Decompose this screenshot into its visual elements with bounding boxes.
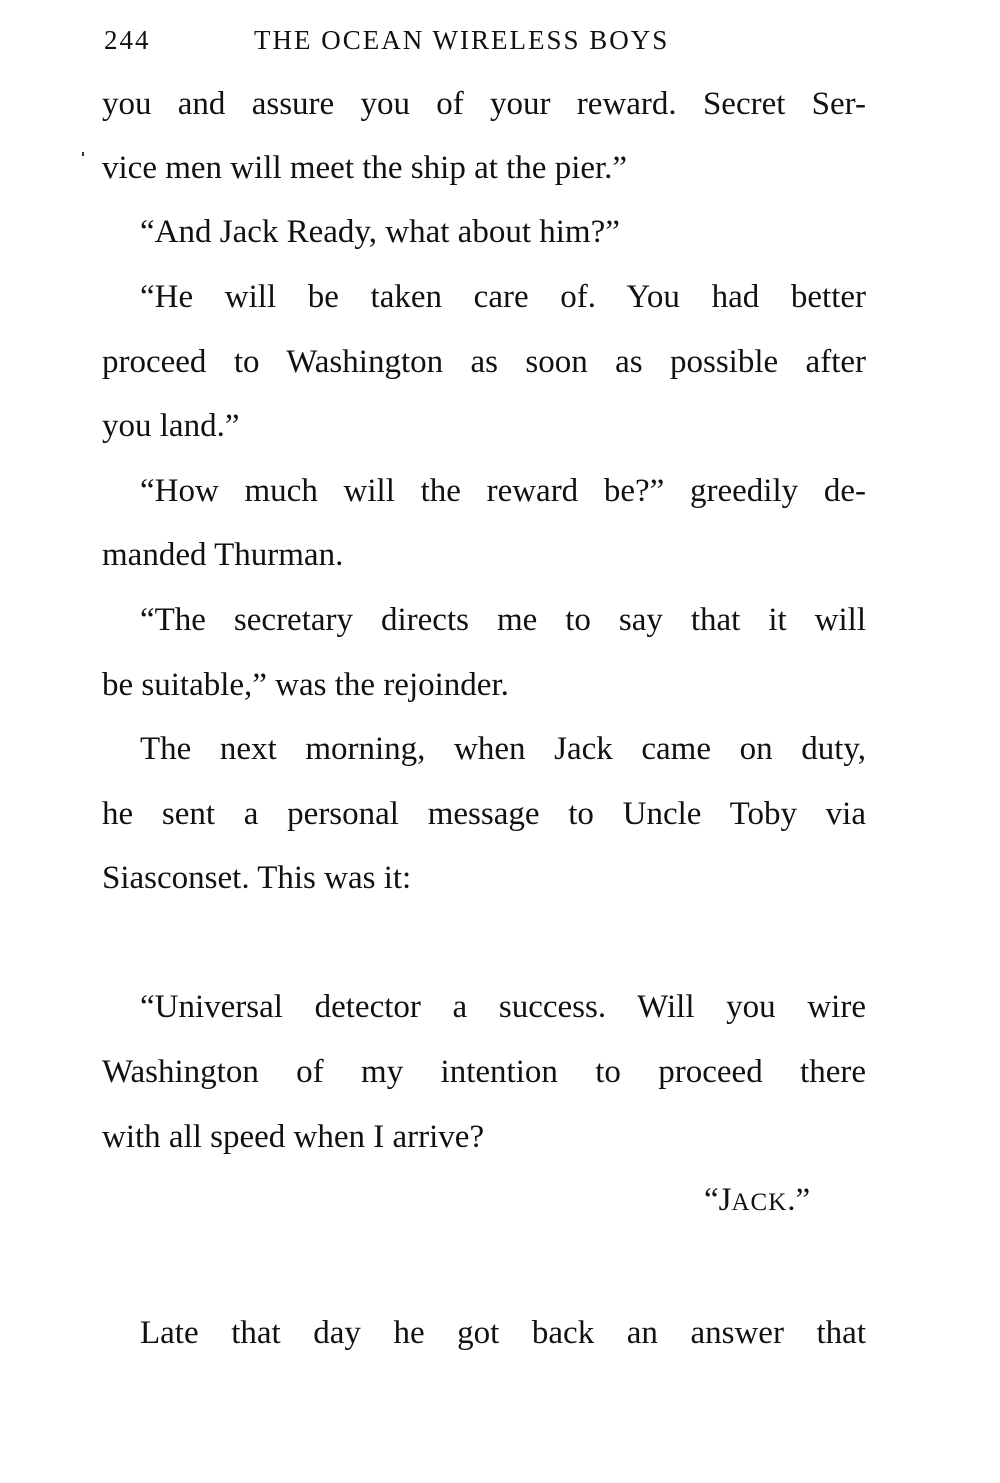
- signature-open-quote: “: [704, 1182, 719, 1218]
- signature-rest: ACK: [731, 1189, 788, 1216]
- scan-speck: [82, 152, 84, 156]
- text-line: Siasconset. This was it:: [102, 860, 412, 896]
- text-line: proceed to Washington as soon as possible after: [102, 344, 866, 380]
- signature: [704, 1180, 810, 1223]
- text-line: Washington of my intention to proceed there: [102, 1054, 866, 1090]
- text-line: manded Thurman.: [102, 537, 344, 573]
- page-number: 244: [104, 24, 151, 55]
- text-line: vice men will meet the ship at the pier.”: [102, 150, 628, 186]
- text-line: you land.”: [102, 408, 240, 444]
- running-header: [104, 20, 864, 60]
- running-title: THE OCEAN WIRELESS BOYS: [254, 24, 670, 55]
- text-line: “The secretary directs me to say that it will: [140, 602, 866, 638]
- signature-initial: J: [718, 1182, 732, 1218]
- text-line: with all speed when I arrive?: [102, 1119, 485, 1155]
- text-line: “How much will the reward be?” greedily de-: [140, 473, 866, 509]
- text-line: “He will be taken care of. You had better: [140, 279, 866, 315]
- text-line: you and assure you of your reward. Secret Ser-: [102, 86, 866, 122]
- text-line: be suitable,” was the rejoinder.: [102, 667, 509, 703]
- text-line: “Universal detector a success. Will you wire: [140, 989, 866, 1025]
- text-line: The next morning, when Jack came on duty,: [140, 731, 866, 767]
- text-line: Late that day he got back an answer that: [140, 1315, 866, 1351]
- text-line: “And Jack Ready, what about him?”: [140, 214, 620, 250]
- signature-close: .”: [787, 1182, 811, 1218]
- text-line: he sent a personal message to Uncle Toby via: [102, 796, 866, 832]
